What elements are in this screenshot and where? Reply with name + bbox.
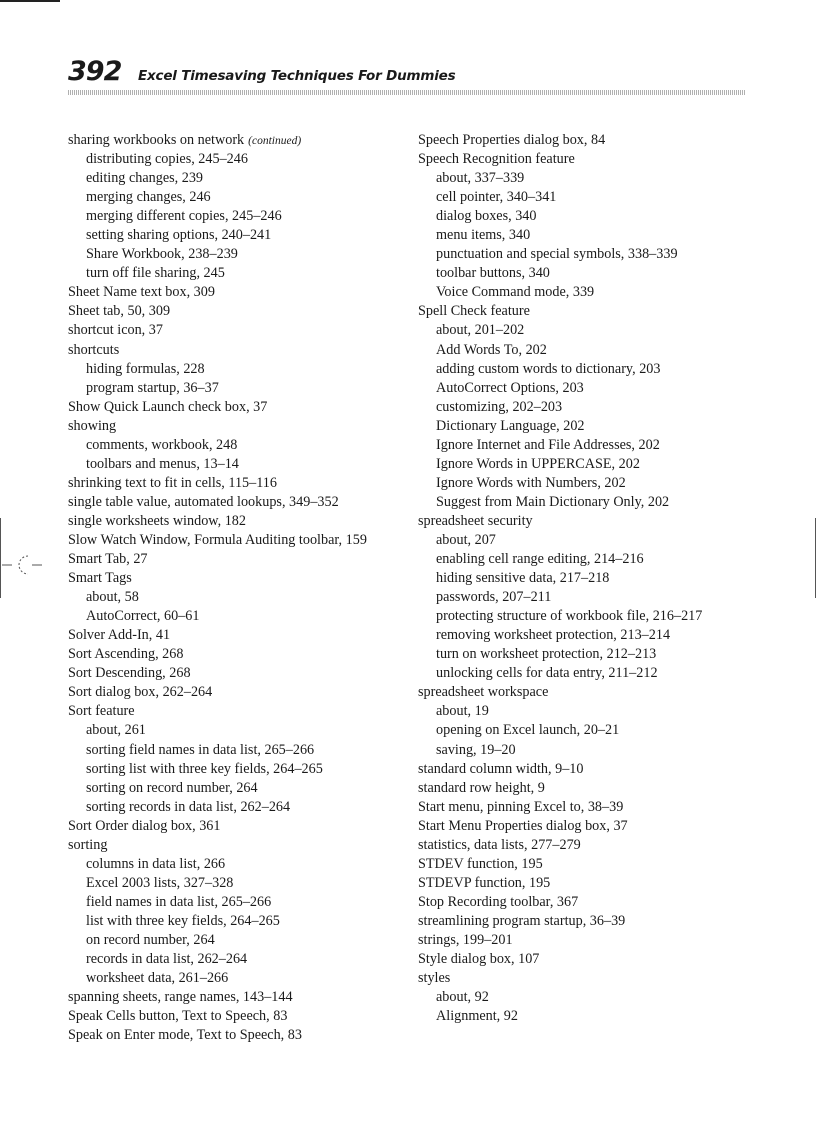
index-entry [418,893,758,912]
entry-text: streamlining program startup, 36–39 [418,912,626,929]
entry-text: shrinking text to fit in cells, 115–116 [68,474,277,491]
index-subentry [68,893,403,912]
index-subentry [68,264,403,283]
index-entry [418,760,758,779]
entry-text: about, 58 [86,589,139,606]
index-subentry [418,1007,758,1026]
index-entry [68,512,403,531]
index-column-left [68,131,403,1045]
index-subentry [68,436,403,455]
index-entry [418,131,758,150]
entry-text: records in data list, 262–264 [86,951,248,968]
index-subentry [418,741,758,760]
index-entry [68,1026,403,1045]
entry-text: Suggest from Main Dictionary Only, 202 [436,493,670,510]
continued-note: (continued) [248,135,302,147]
index-subentry [68,950,403,969]
entry-text: Smart Tab, 27 [68,551,148,568]
entry-text: Speak Cells button, Text to Speech, 83 [68,1008,288,1025]
entry-text: spreadsheet security [418,512,533,529]
entry-text: sharing workbooks on network [68,132,245,148]
index-entry [68,131,403,150]
entry-text: styles [418,970,451,987]
index-subentry [68,245,403,264]
entry-text: worksheet data, 261–266 [86,970,229,987]
index-subentry [418,531,758,550]
entry-text: protecting structure of workbook file, 216–217 [436,608,703,625]
entry-text: shortcut icon, 37 [68,322,163,339]
index-entry [68,836,403,855]
index-entry [68,341,403,360]
entry-text: Sort dialog box, 262–264 [68,684,213,701]
index-subentry [68,874,403,893]
entry-text: toolbar buttons, 340 [436,265,550,282]
entry-text: standard row height, 9 [418,779,545,796]
entry-text: unlocking cells for data entry, 211–212 [436,665,658,682]
entry-text: Ignore Words with Numbers, 202 [436,474,626,491]
index-subentry [68,741,403,760]
entry-text: Alignment, 92 [436,1008,518,1025]
entry-text: Sort Order dialog box, 361 [68,817,221,834]
entry-text: Sort Ascending, 268 [68,646,184,663]
index-entry [68,569,403,588]
entry-text: Dictionary Language, 202 [436,417,585,434]
entry-text: Speak on Enter mode, Text to Speech, 83 [68,1027,302,1044]
entry-text: turn off file sharing, 245 [86,265,225,282]
index-subentry [68,207,403,226]
entry-text: Add Words To, 202 [436,341,547,358]
entry-text: Excel 2003 lists, 327–328 [86,874,234,891]
index-subentry [68,169,403,188]
index-entry [418,150,758,169]
top-crop-rule [0,0,60,2]
index-subentry [68,721,403,740]
entry-text: sorting [68,836,108,853]
index-subentry [418,550,758,569]
index-subentry [418,721,758,740]
entry-text: columns in data list, 266 [86,855,226,872]
index-entry [418,874,758,893]
page-number: 392 [68,56,122,87]
index-subentry [418,226,758,245]
entry-text: Share Workbook, 238–239 [86,246,238,263]
entry-text: opening on Excel launch, 20–21 [436,722,620,739]
index-entry [418,779,758,798]
index-entry [418,912,758,931]
entry-text: Speech Recognition feature [418,151,575,168]
entry-text: Spell Check feature [418,303,530,320]
entry-text: spanning sheets, range names, 143–144 [68,989,293,1006]
entry-text: hiding sensitive data, 217–218 [436,570,610,587]
index-subentry [418,245,758,264]
index-entry [68,988,403,1007]
entry-text: about, 19 [436,703,489,720]
entry-text: cell pointer, 340–341 [436,189,557,206]
registration-mark-icon [2,553,44,581]
entry-text: Style dialog box, 107 [418,951,540,968]
entry-text: hiding formulas, 228 [86,360,205,377]
index-entry [68,321,403,340]
index-entry [68,626,403,645]
entry-text: STDEVP function, 195 [418,874,551,891]
index-entry [418,931,758,950]
entry-text: toolbars and menus, 13–14 [86,455,239,472]
index-subentry [68,150,403,169]
entry-text: Start menu, pinning Excel to, 38–39 [418,798,624,815]
index-entry [68,531,403,550]
entry-text: passwords, 207–211 [436,589,552,606]
entry-text: statistics, data lists, 277–279 [418,836,581,853]
index-entry [68,702,403,721]
index-entry [418,302,758,321]
index-subentry [418,664,758,683]
index-subentry [68,360,403,379]
index-entry [68,817,403,836]
entry-text: STDEV function, 195 [418,855,543,872]
index-subentry [418,264,758,283]
index-subentry [68,588,403,607]
index-entry [68,302,403,321]
index-subentry [418,645,758,664]
entry-text: merging changes, 246 [86,189,211,206]
index-subentry [68,226,403,245]
entry-text: about, 201–202 [436,322,525,339]
entry-text: Smart Tags [68,570,132,587]
entry-text: about, 337–339 [436,170,525,187]
entry-text: showing [68,417,117,434]
index-subentry [418,188,758,207]
index-subentry [418,493,758,512]
index-entry [68,645,403,664]
index-entry [68,417,403,436]
index-subentry [418,283,758,302]
index-subentry [418,398,758,417]
index-entry [68,283,403,302]
entry-text: Speech Properties dialog box, 84 [418,132,606,148]
entry-text: distributing copies, 245–246 [86,151,248,168]
entry-text: Slow Watch Window, Formula Auditing toolbar, 159 [68,531,367,548]
index-subentry [418,569,758,588]
entry-text: dialog boxes, 340 [436,208,537,225]
index-subentry [68,455,403,474]
index-entry [68,493,403,512]
left-margin-mark [0,518,1,598]
entry-text: menu items, 340 [436,227,531,244]
index-subentry [418,379,758,398]
index-subentry [418,607,758,626]
index-subentry [418,360,758,379]
entry-text: about, 92 [436,989,489,1006]
entry-text: standard column width, 9–10 [418,760,584,777]
index-subentry [418,207,758,226]
header-rule [68,90,746,95]
entry-text: Voice Command mode, 339 [436,284,595,301]
entry-text: Sheet tab, 50, 309 [68,303,171,320]
index-entry [418,969,758,988]
entry-text: list with three key fields, 264–265 [86,912,280,929]
entry-text: comments, workbook, 248 [86,436,238,453]
entry-text: AutoCorrect, 60–61 [86,608,200,625]
entry-text: about, 207 [436,531,496,548]
index-subentry [418,417,758,436]
index-subentry [418,169,758,188]
entry-text: punctuation and special symbols, 338–339 [436,246,678,263]
index-subentry [68,607,403,626]
index-subentry [418,626,758,645]
entry-text: setting sharing options, 240–241 [86,227,272,244]
index-subentry [418,455,758,474]
index-entry [418,836,758,855]
index-subentry [68,969,403,988]
entry-text: Stop Recording toolbar, 367 [418,893,579,910]
index-subentry [68,931,403,950]
index-entry [418,817,758,836]
entry-text: sorting records in data list, 262–264 [86,798,291,815]
entry-text: saving, 19–20 [436,741,516,758]
index-entry [418,950,758,969]
index-entry [418,683,758,702]
index-entry [68,398,403,417]
index-subentry [418,588,758,607]
entry-text: field names in data list, 265–266 [86,893,272,910]
entry-text: customizing, 202–203 [436,398,563,415]
entry-text: adding custom words to dictionary, 203 [436,360,661,377]
entry-text: merging different copies, 245–246 [86,208,282,225]
index-subentry [418,702,758,721]
entry-text: Sheet Name text box, 309 [68,284,215,301]
entry-text: program startup, 36–37 [86,379,219,396]
book-title: Excel Timesaving Techniques For Dummies [138,68,456,84]
index-subentry [418,474,758,493]
entry-text: Sort Descending, 268 [68,665,191,682]
entry-text: sorting on record number, 264 [86,779,258,796]
entry-text: enabling cell range editing, 214–216 [436,551,644,568]
entry-text: sorting field names in data list, 265–266 [86,741,315,758]
entry-text: on record number, 264 [86,931,215,948]
page-header [68,56,746,96]
index-subentry [68,912,403,931]
index-entry [68,550,403,569]
entry-text: turn on worksheet protection, 212–213 [436,646,657,663]
index-column-right [418,131,758,1026]
index-entry [68,664,403,683]
index-subentry [68,798,403,817]
entry-text: editing changes, 239 [86,170,204,187]
index-entry [418,855,758,874]
index-subentry [418,436,758,455]
index-entry [418,512,758,531]
entry-text: Ignore Words in UPPERCASE, 202 [436,455,640,472]
index-subentry [418,321,758,340]
entry-text: removing worksheet protection, 213–214 [436,627,671,644]
entry-text: Show Quick Launch check box, 37 [68,398,268,415]
index-subentry [68,379,403,398]
index-subentry [68,779,403,798]
index-entry [418,798,758,817]
index-subentry [418,341,758,360]
entry-text: Ignore Internet and File Addresses, 202 [436,436,660,453]
index-subentry [68,188,403,207]
entry-text: about, 261 [86,722,146,739]
entry-text: single table value, automated lookups, 349–352 [68,493,339,510]
index-subentry [68,855,403,874]
entry-text: single worksheets window, 182 [68,512,246,529]
entry-text: strings, 199–201 [418,931,513,948]
index-subentry [68,760,403,779]
index-entry [68,683,403,702]
entry-text: spreadsheet workspace [418,684,549,701]
entry-text: Start Menu Properties dialog box, 37 [418,817,628,834]
entry-text: AutoCorrect Options, 203 [436,379,584,396]
entry-text: shortcuts [68,341,120,358]
entry-text: sorting list with three key fields, 264–265 [86,760,323,777]
entry-text: Solver Add-In, 41 [68,627,171,644]
index-entry [68,474,403,493]
index-subentry [418,988,758,1007]
entry-text: Sort feature [68,703,135,720]
index-entry [68,1007,403,1026]
